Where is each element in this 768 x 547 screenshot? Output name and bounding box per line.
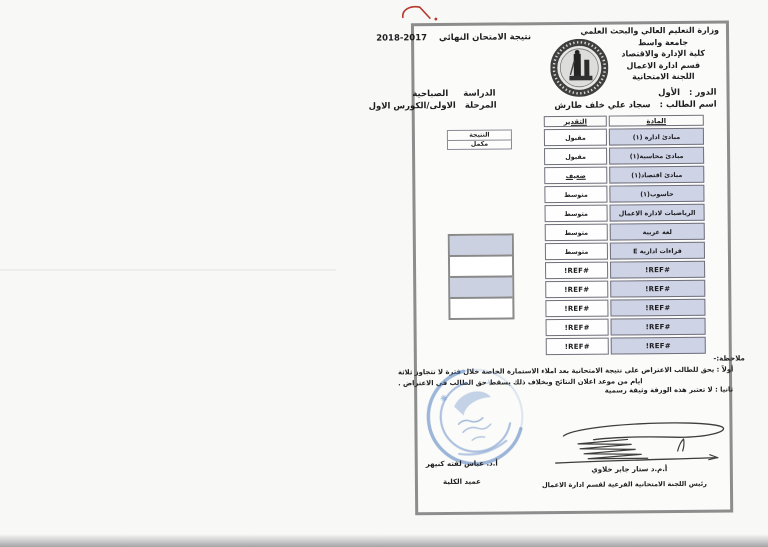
grade-header-cell: التقدير	[544, 116, 607, 128]
university-line: جامعة واسط	[638, 37, 689, 47]
exam-title-line	[376, 32, 531, 43]
table-row-ref	[546, 318, 706, 336]
student-name-label: اسم الطالب :	[659, 99, 717, 111]
subject-cell: الرياضيات لادارة الاعمال	[610, 204, 705, 222]
round-line	[658, 88, 717, 99]
grade-cell-ref-error: #REF!	[545, 281, 608, 299]
subject-cell-ref-error: #REF!	[611, 337, 706, 355]
grade-cell: متوسط	[545, 243, 608, 261]
table-row-ref	[545, 280, 705, 298]
dean-name: أ.د. عباس لفته كنيهر	[425, 459, 498, 469]
handwritten-red-mark-60	[399, 2, 443, 24]
grade-cell-ref-error: #REF!	[546, 338, 609, 356]
stage-value: الاولى/الكورس الاول	[368, 100, 456, 112]
subject-cell: حاسوب(١)	[609, 185, 704, 203]
dean-title: عميد الكلية	[442, 477, 481, 487]
table-row-ref	[545, 261, 705, 279]
stage-label: المرحلة	[464, 100, 497, 111]
grade-cell: مقبول	[544, 148, 607, 166]
subject-cell: قراءات ادارية E	[610, 242, 705, 260]
department-line: قسم ادارة الاعمال	[626, 60, 701, 71]
round-value: الأول	[658, 87, 681, 99]
student-name-value: سجاد علي خلف طارش	[554, 100, 651, 112]
table-row-ref	[545, 299, 705, 317]
university-seal-logo	[550, 39, 609, 98]
subject-cell: مبادئ محاسبة(١)	[609, 147, 704, 165]
stack-row-empty	[450, 254, 512, 276]
stack-row-filled	[450, 235, 512, 255]
stage-line	[369, 101, 497, 112]
study-label: الدراسة	[463, 88, 496, 99]
table-row	[544, 128, 704, 146]
scan-bottom-shadow	[0, 534, 768, 547]
table-row	[544, 147, 704, 165]
college-line: كلية الإدارة والاقتصاد	[621, 48, 706, 59]
subject-header-cell: المادة	[609, 115, 704, 127]
study-line	[412, 89, 495, 100]
grade-cell-ref-error: #REF!	[545, 262, 608, 280]
handwritten-signature	[549, 416, 734, 470]
student-name-line	[554, 100, 716, 111]
subject-cell-ref-error: #REF!	[610, 299, 705, 317]
subject-cell: مبادئ اقتصاد(١)	[609, 166, 704, 184]
committee-head-title: رئيس اللجنة الامتحانية الفرعية لقسم ادارة الاعمال	[541, 479, 707, 490]
grade-cell: متوسط	[545, 205, 608, 223]
stack-row-filled	[450, 275, 512, 297]
committee-line: اللجنة الامتحانية	[632, 72, 695, 82]
subject-cell: مبادئ ادارة (١)	[609, 128, 704, 146]
grade-cell: مقبول	[544, 129, 607, 147]
table-row	[544, 166, 704, 184]
grade-cell-weak: ضعيف	[544, 167, 607, 185]
result-value: مكمل	[470, 140, 489, 149]
notes-heading: ملاحظة:-	[713, 354, 745, 363]
subject-cell-ref-error: #REF!	[611, 318, 706, 336]
notes-first-item: أولاً : يحق للطالب الاعتراض على نتيجة الامتحانية بعد املاء الاستمارة الخاصة خلال فترة لا تتجاوز ثلاثة ايام من موعد اعلان النتائج وبخلاف ذلك يسقط حق الطالب في الاعتراض .	[397, 365, 734, 387]
result-label: النتيجة	[448, 130, 511, 140]
result-box	[447, 129, 512, 150]
grade-cell-ref-error: #REF!	[546, 319, 609, 337]
subject-cell-ref-error: #REF!	[610, 261, 705, 279]
official-blue-stamp	[419, 360, 532, 473]
grade-cell: متوسط	[545, 224, 608, 242]
study-value: الصباحية	[412, 88, 449, 100]
subject-cell: لغة عربية	[610, 223, 705, 241]
table-row	[545, 204, 705, 222]
notes-second-item: ثانيا : لا تعتبر هذه الورقة وثيقة رسمية	[604, 385, 734, 395]
table-header-row	[544, 115, 704, 127]
paper-fold-line	[0, 269, 336, 271]
subject-cell-ref-error: #REF!	[610, 280, 705, 298]
grade-cell: متوسط	[544, 186, 607, 204]
empty-grade-stack-box	[448, 233, 515, 320]
table-row	[545, 223, 705, 241]
exam-title: نتيجة الامتحان النهائي	[438, 32, 532, 44]
grades-table	[544, 115, 706, 357]
table-row	[544, 185, 704, 203]
table-row-ref	[546, 337, 706, 355]
exam-years: 2018-2017	[376, 33, 428, 44]
ministry-line: وزارة التعليم العالي والبحث العلمي	[580, 25, 720, 36]
table-row	[545, 242, 705, 260]
ministry-header-block	[580, 25, 720, 84]
round-label: الدور :	[688, 87, 717, 98]
stack-row-empty	[450, 296, 512, 318]
committee-head-name: أ.م.د ستار جابر خلاوي	[591, 465, 668, 474]
grade-cell-ref-error: #REF!	[545, 300, 608, 318]
